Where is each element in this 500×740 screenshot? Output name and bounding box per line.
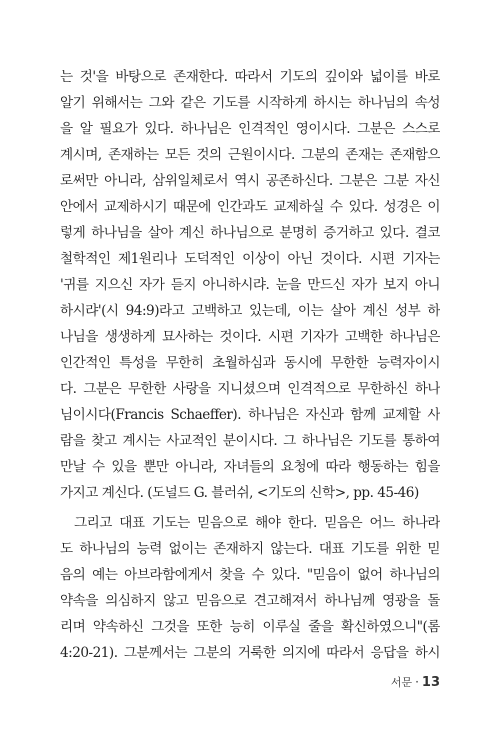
text-line: 4:20-21). 그분께서는 그분의 거룩한 의지에 따라서 응답을 하시 [60, 645, 440, 661]
text-line: 음의 예는 아브라함에게서 찾을 수 있다. "믿음이 없어 하나님의 [60, 567, 440, 583]
text-line: 인간적인 특성을 무한히 초월하심과 동시에 무한한 능력자이시 [60, 355, 440, 371]
text-line: 님이시다(Francis Schaeffer). 하나님은 자신과 함께 교제할 사 [60, 407, 440, 423]
text-line: 철학적인 제1원리나 도덕적인 이상이 아닌 것이다. 시편 기자는 [60, 251, 440, 267]
paragraph-2 [60, 510, 440, 666]
text-line: 안에서 교제하시기 때문에 인간과도 교제하실 수 있다. 성경은 이 [60, 199, 440, 215]
text-line: 렇게 하나님을 살아 계신 하나님으로 분명히 증거하고 있다. 결코 [60, 225, 440, 241]
text-line: 나님을 생생하게 묘사하는 것이다. 시편 기자가 고백한 하나님은 [60, 329, 440, 345]
text-line: 리며 약속하신 그것을 또한 능히 이루실 줄을 확신하였으니"(롬 [60, 619, 440, 635]
page-body [60, 64, 440, 666]
text-line: 람을 찾고 계시는 사교적인 분이시다. 그 하나님은 기도를 통하여 [60, 433, 440, 449]
text-line: 계시며, 존재하는 모든 것의 근원이시다. 그분의 존재는 존재함으 [60, 147, 440, 163]
page-footer [391, 674, 440, 690]
paragraph-1 [60, 64, 440, 506]
text-line: 다. 그분은 무한한 사랑을 지니셨으며 인격적으로 무한하신 하나 [60, 381, 440, 397]
text-line: 로써만 아니라, 삼위일체로서 역시 공존하신다. 그분은 그분 자신 [60, 173, 440, 189]
text-line: 하시랴'(시 94:9)라고 고백하고 있는데, 이는 살아 계신 성부 하 [60, 303, 440, 319]
text-line: 알기 위해서는 그와 같은 기도를 시작하게 하시는 하나님의 속성 [60, 95, 440, 111]
text-line: 가지고 계신다. (도널드 G. 블러쉬, <기도의 신학>, pp. 45-46) [60, 485, 419, 501]
text-line: 을 알 필요가 있다. 하나님은 인격적인 영이시다. 그분은 스스로 [60, 121, 440, 137]
text-line: 약속을 의심하지 않고 믿음으로 견고해져서 하나님께 영광을 돌 [60, 593, 440, 609]
text-line: '귀를 지으신 자가 듣지 아니하시랴. 눈을 만드신 자가 보지 아니 [60, 277, 440, 293]
page-number: 13 [421, 675, 440, 690]
text-line: 도 하나님의 능력 없이는 존재하지 않는다. 대표 기도를 위한 믿 [60, 541, 440, 557]
text-line: 그리고 대표 기도는 믿음으로 해야 한다. 믿음은 어느 하나라 [74, 515, 440, 531]
section-title: 서문 [390, 676, 413, 689]
text-line: 는 것'을 바탕으로 존재한다. 따라서 기도의 깊이와 넓이를 바로 [60, 69, 440, 85]
text-line: 만날 수 있을 뿐만 아니라, 자녀들의 요청에 따라 행동하는 힘을 [60, 459, 440, 475]
footer-separator: · [415, 675, 419, 689]
